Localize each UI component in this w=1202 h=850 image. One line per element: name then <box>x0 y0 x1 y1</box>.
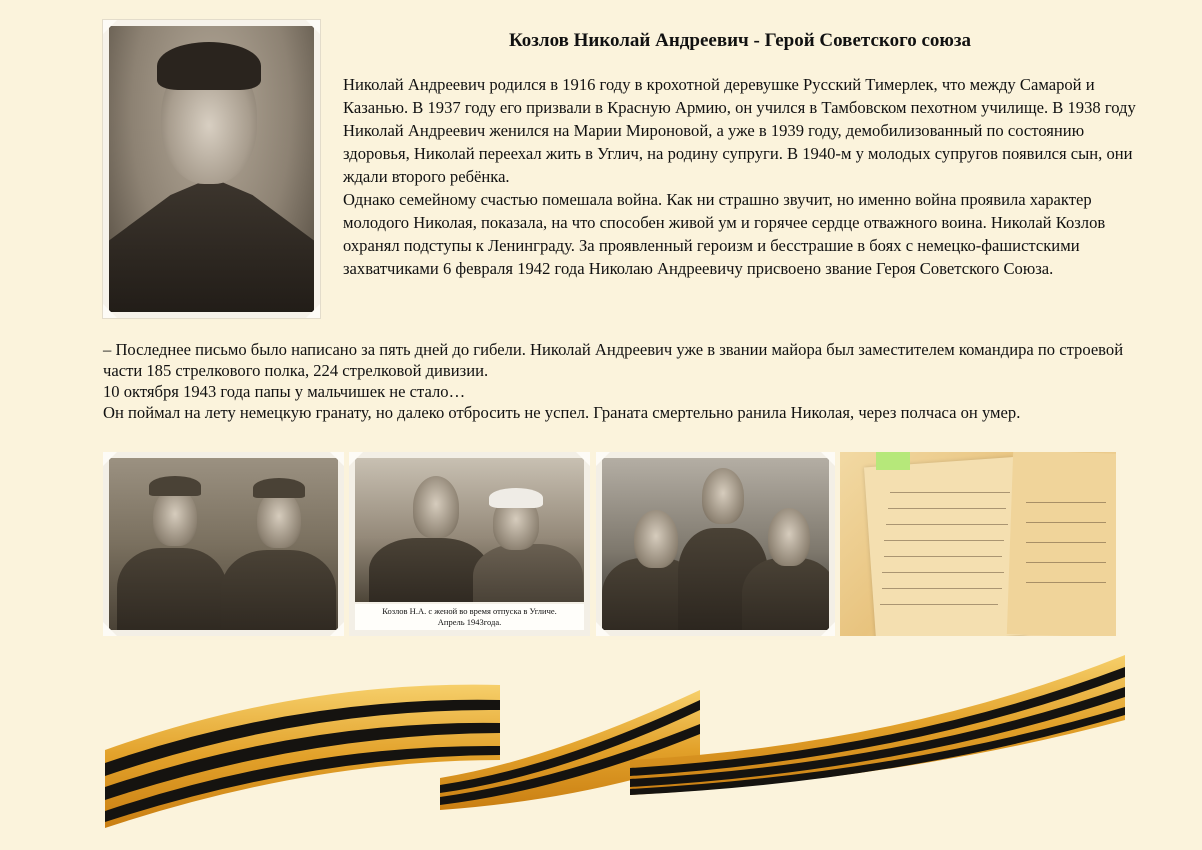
photo-two-soldiers <box>103 452 344 636</box>
portrait-photo <box>103 20 320 318</box>
photo-letter <box>840 452 1116 636</box>
story-paragraph: – Последнее письмо было написано за пять дней до гибели. Николай Андреевич уже в звании майора был заместителем командира по строевой части 185 стрелкового полка, 224 стрелковой дивизии. <box>103 340 1124 380</box>
photo-three-soldiers <box>596 452 835 636</box>
page-title: Козлов Николай Андреевич - Герой Советского союза <box>508 30 972 51</box>
photo-caption <box>355 604 584 630</box>
story-paragraph: 10 октября 1943 года папы у мальчишек не стало… <box>103 382 466 401</box>
intro-paragraph: Однако семейному счастью помешала война. Как ни страшно звучит, но именно война проявила характер молодого Николая, показала, на что способен живой ум и горячее сердце отважного воина. Николай Козлов охранял подступы к Ленинграду. За проявленный героизм и бесстрашие в боях с немецко-фашистскими захватчиками 6 февраля 1942 года Николаю Андреевичу присвоено звание Героя Советского Союза. <box>343 190 1106 278</box>
story-paragraph: Он поймал на лету немецкую гранату, но далеко отбросить не успел. Граната смертельно ранила Николая, через полчаса он умер. <box>103 403 1021 422</box>
caption-line: Апрель 1943года. <box>437 617 502 627</box>
story-text <box>103 339 1163 423</box>
st-george-ribbon-image <box>100 650 1130 835</box>
intro-paragraph: Николай Андреевич родился в 1916 году в крохотной деревушке Русский Тимерлек, что между Самарой и Казанью. В 1937 году его призвали в Красную Армию, он учился в Тамбовском пехотном училище. В 1938 году Николай Андреевич женился на Марии Мироновой, а уже в 1939 году, демобилизованный по состоянию здоровья, Николай переехал жить в Углич, на родину супруги. В 1940-м у молодых супругов появился сын, они ждали второго ребёнка. <box>343 75 1136 186</box>
caption-line: Козлов Н.А. с женой во время отпуска в Угличе. <box>382 606 557 616</box>
portrait-image <box>109 26 314 312</box>
photo-with-wife <box>349 452 590 636</box>
intro-text <box>343 73 1143 280</box>
